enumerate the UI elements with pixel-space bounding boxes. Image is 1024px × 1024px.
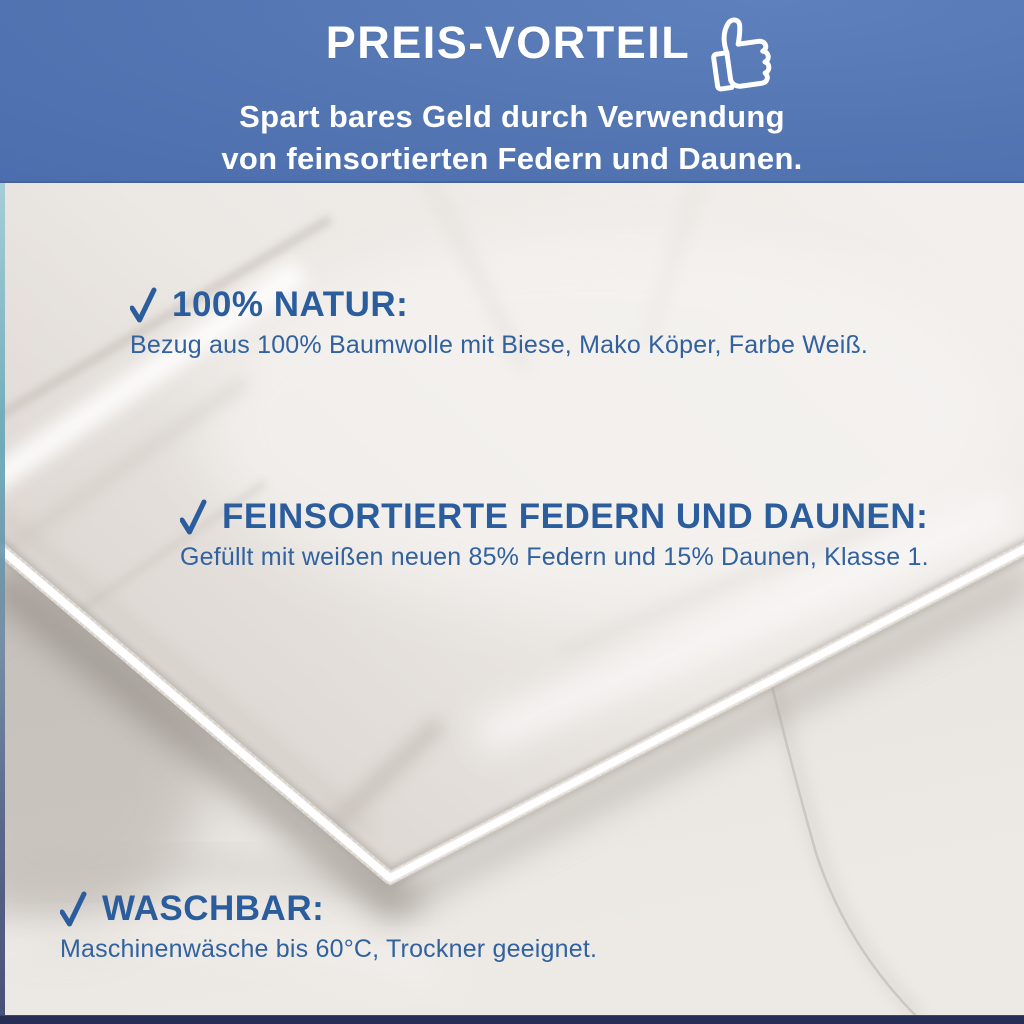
banner-title: PREIS-VORTEIL (325, 17, 691, 68)
feature-federn-daunen-heading: FEINSORTIERTE FEDERN UND DAUNEN: (222, 497, 929, 536)
checkmark-icon (130, 287, 157, 324)
banner-title-row (326, 18, 789, 96)
feature-federn-daunen-body: Gefüllt mit weißen neuen 85% Federn und 15% Daunen, Klasse 1. (180, 543, 929, 571)
feature-natur-body: Bezug aus 100% Baumwolle mit Biese, Mako Köper, Farbe Weiß. (130, 331, 869, 359)
photo-left-edge-strip (0, 183, 5, 1016)
banner-subtitle-line1: Spart bares Geld durch Verwendung (239, 99, 785, 134)
feature-natur-heading-row (130, 286, 868, 324)
header-banner (0, 0, 1024, 183)
checkmark-icon (180, 499, 207, 536)
feature-waschbar-heading: WASCHBAR: (102, 889, 325, 928)
banner-subtitle-line2: von feinsortierten Federn und Daunen. (221, 141, 803, 176)
feature-waschbar-heading-row (60, 890, 597, 928)
feature-federn-daunen (180, 498, 929, 571)
feature-natur (130, 286, 868, 359)
thumbs-up-icon (691, 2, 794, 102)
checkmark-icon (60, 891, 87, 928)
feature-federn-daunen-heading-row (180, 498, 929, 536)
feature-waschbar-body: Maschinenwäsche bis 60°C, Trockner geeignet. (60, 935, 598, 963)
feature-natur-heading: 100% NATUR: (172, 285, 409, 324)
feature-waschbar (60, 890, 597, 963)
footer-bar (0, 1015, 1024, 1024)
